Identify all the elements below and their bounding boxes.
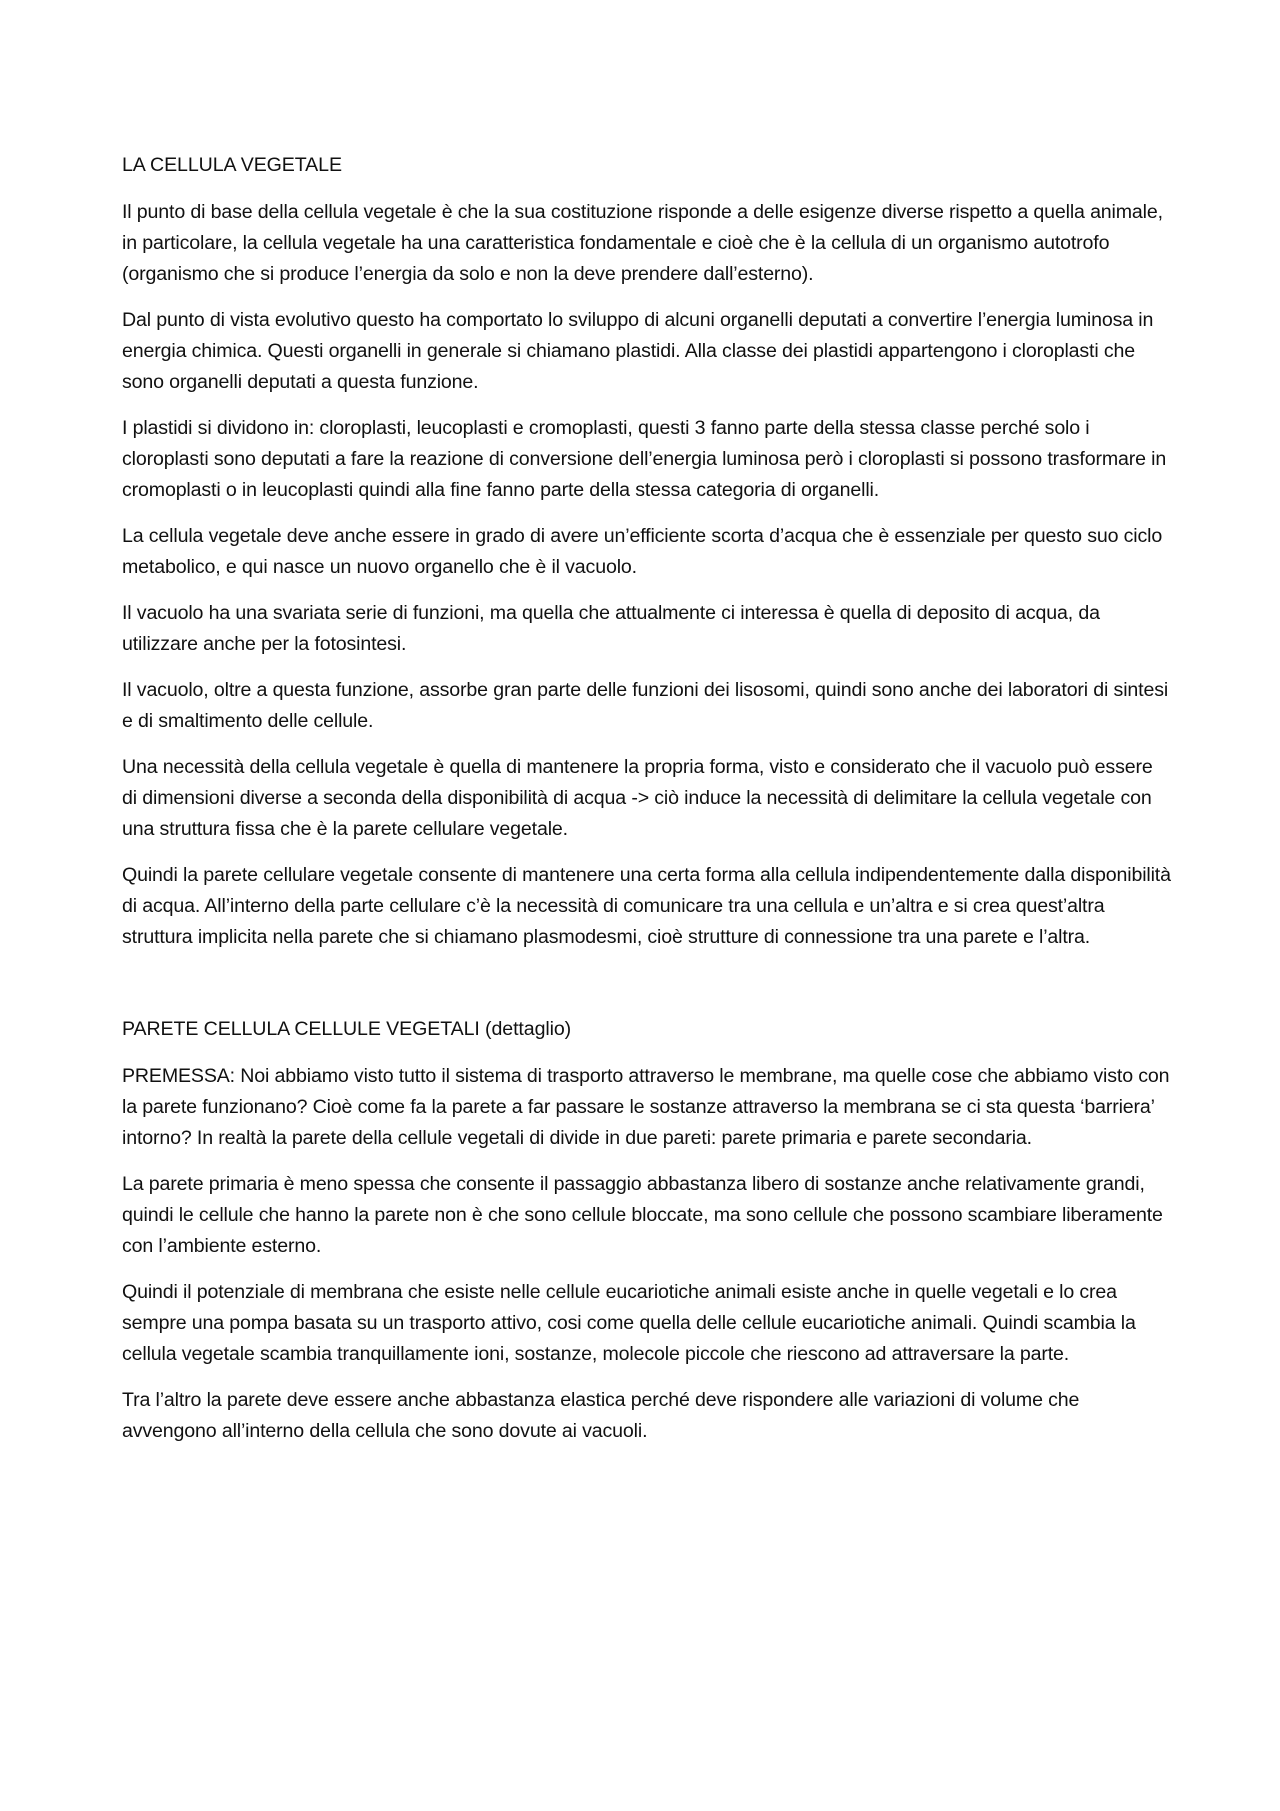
paragraph: La parete primaria è meno spessa che consente il passaggio abbastanza libero di sostanze anche relativamente grandi, quindi le cellule che hanno la parete non è che sono cellule bloccate, ma sono cellule che possono scambiare liberamente con l’ambiente esterno. [122, 1173, 1163, 1257]
paragraph: Dal punto di vista evolutivo questo ha comportato lo sviluppo di alcuni organelli deputati a convertire l’energia luminosa in energia chimica. Questi organelli in generale si chiamano plastidi. Alla classe dei plastidi appartengono i cloroplasti che sono organelli deputati a questa funzione. [122, 309, 1154, 393]
paragraph: Tra l’altro la parete deve essere anche abbastanza elastica perché deve rispondere alle variazioni di volume che avvengono all’interno della cellula che sono dovute ai vacuoli. [122, 1389, 1080, 1442]
section-divider-space [122, 968, 1172, 1014]
paragraph: I plastidi si dividono in: cloroplasti, leucoplasti e cromoplasti, questi 3 fanno parte della stessa classe perché solo i cloroplasti sono deputati a fare la reazione di conversione dell’energia luminosa però i cloroplasti si possono trasformare in cromoplasti o in leucoplasti quindi alla fine fanno parte della stessa categoria di organelli. [122, 417, 1167, 501]
paragraph: La cellula vegetale deve anche essere in grado di avere un’efficiente scorta d’acqua che è essenziale per questo suo ciclo metabolico, e qui nasce un nuovo organello che è il vacuolo. [122, 525, 1163, 578]
paragraph: Quindi il potenziale di membrana che esiste nelle cellule eucariotiche animali esiste anche in quelle vegetali e lo crea sempre una pompa basata su un trasporto attivo, cosi come quella delle cellule eucariotiche animali. Quindi scambia la cellula vegetale scambia tranquillamente ioni, sostanze, molecole piccole che riescono ad attraversare la parte. [122, 1281, 1136, 1365]
paragraph: Quindi la parete cellulare vegetale consente di mantenere una certa forma alla cellula indipendentemente dalla disponibilità di acqua. All’interno della parte cellulare c’è la necessità di comunicare tra una cellula e un’altra e si crea quest’altra struttura implicita nella parete che si chiamano plasmodesmi, cioè strutture di connessione tra una parete e l’altra. [122, 864, 1171, 948]
section-title-cellula-vegetale: LA CELLULA VEGETALE [122, 154, 342, 176]
paragraph: Il vacuolo ha una svariata serie di funzioni, ma quella che attualmente ci interessa è quella di deposito di acqua, da utilizzare anche per la fotosintesi. [122, 602, 1100, 655]
paragraph: Una necessità della cellula vegetale è quella di mantenere la propria forma, visto e considerato che il vacuolo può essere di dimensioni diverse a seconda della disponibilità di acqua -> ciò induce la necessità di delimitare la cellula vegetale con una struttura fissa che è la parete cellulare vegetale. [122, 756, 1153, 840]
paragraph: Il punto di base della cellula vegetale è che la sua costituzione risponde a delle esigenze diverse rispetto a quella animale, in particolare, la cellula vegetale ha una caratteristica fondamentale e cioè che è la cellula di un organismo autotrofo (organismo che si produce l’energia da solo e non la deve prendere dall’esterno). [122, 201, 1163, 285]
paragraph: PREMESSA: Noi abbiamo visto tutto il sistema di trasporto attraverso le membrane, ma quelle cose che abbiamo visto con la parete funzionano? Cioè come fa la parete a far passare le sostanze attraverso la membrana se ci sta questa ‘barriera’ intorno? In realtà la parete della cellule vegetali di divide in due pareti: parete primaria e parete secondaria. [122, 1065, 1170, 1149]
paragraph: Il vacuolo, oltre a questa funzione, assorbe gran parte delle funzioni dei lisosomi, quindi sono anche dei laboratori di sintesi e di smaltimento delle cellule. [122, 679, 1169, 732]
document-page [122, 150, 1172, 1462]
section-title-parete-cellulare: PARETE CELLULA CELLULE VEGETALI (dettaglio) [122, 1018, 572, 1040]
